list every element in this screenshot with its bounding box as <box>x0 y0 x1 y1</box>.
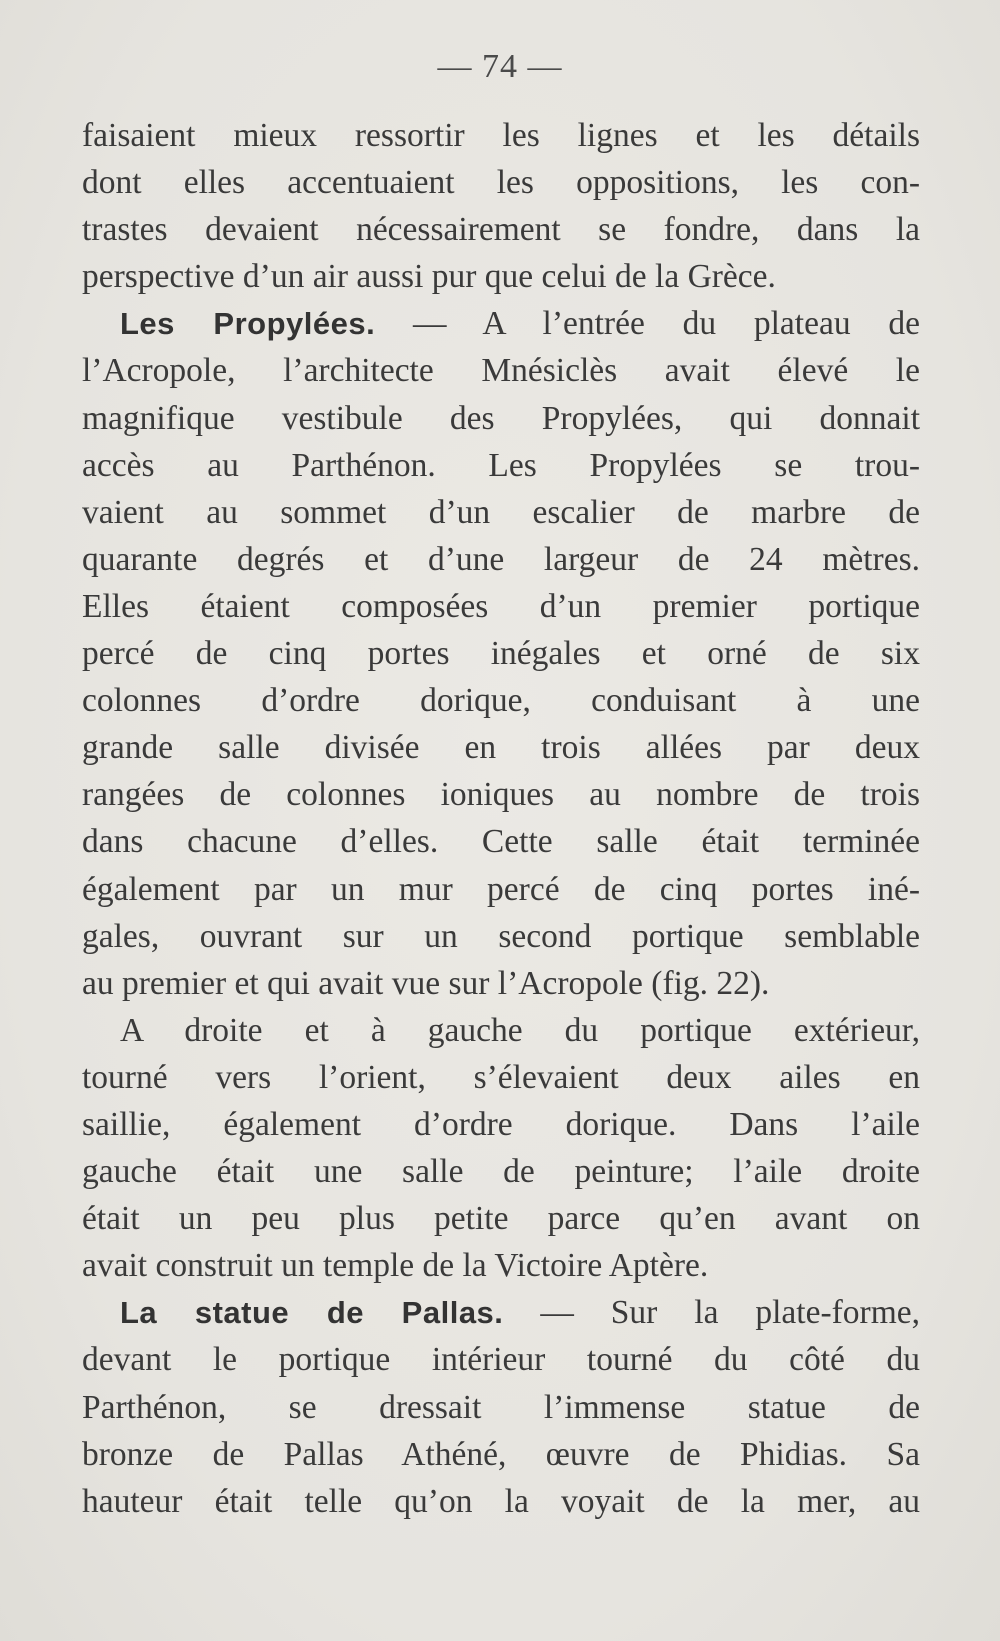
text-line <box>82 1101 920 1148</box>
line-text: trastes devaient nécessairement se fondre, dans la <box>82 211 920 249</box>
line-text: magnifique vestibule des Propylées, qui donnait <box>82 399 920 437</box>
text-line <box>82 1384 920 1431</box>
text-line <box>82 1242 920 1289</box>
line-text: l’Acropole, l’architecte Mnésiclès avait élevé le <box>82 352 920 390</box>
text-line <box>82 913 920 960</box>
line-text: avait construit un temple de la Victoire Aptère. <box>82 1247 709 1285</box>
text-line <box>82 1148 920 1195</box>
line-text: A droite et à gauche du portique extérieur, <box>120 1011 920 1049</box>
line-text: perspective d’un air aussi pur que celui de la Grèce. <box>82 258 776 296</box>
text-line <box>82 347 920 394</box>
text-line <box>82 630 920 677</box>
text-line <box>82 536 920 583</box>
text-line <box>82 1054 920 1101</box>
text-line <box>82 818 920 865</box>
line-text: colonnes d’ordre dorique, conduisant à une <box>82 682 920 720</box>
text-line <box>82 960 920 1007</box>
body-text <box>82 112 920 1525</box>
line-text: grande salle divisée en trois allées par deux <box>82 729 920 767</box>
line-text: hauteur était telle qu’on la voyait de la mer, au <box>82 1482 920 1520</box>
text-line <box>82 489 920 536</box>
line-text: devant le portique intérieur tourné du côté du <box>82 1341 920 1379</box>
line-text: Parthénon, se dressait l’immense statue de <box>82 1388 920 1426</box>
text-line <box>82 1336 920 1383</box>
line-text: saillie, également d’ordre dorique. Dans l’aile <box>82 1105 920 1143</box>
text-line <box>82 677 920 724</box>
line-text: rangées de colonnes ioniques au nombre de trois <box>82 776 920 814</box>
line-text: tourné vers l’orient, s’élevaient deux ailes en <box>82 1058 920 1096</box>
section-heading: La statue de Pallas. <box>120 1295 504 1331</box>
text-line <box>82 159 920 206</box>
line-text: vaient au sommet d’un escalier de marbre de <box>82 493 920 531</box>
text-line <box>82 724 920 771</box>
line-text: bronze de Pallas Athéné, œuvre de Phidias. Sa <box>82 1435 920 1473</box>
text-line <box>82 1195 920 1242</box>
text-line <box>82 1289 920 1336</box>
line-text: également par un mur percé de cinq portes iné- <box>82 870 920 908</box>
line-text: dont elles accentuaient les oppositions, les con- <box>82 164 920 202</box>
text-line <box>82 253 920 300</box>
line-text: — A l’entrée du plateau de <box>375 305 920 343</box>
line-text: quarante degrés et d’une largeur de 24 mètres. <box>82 540 920 578</box>
text-line <box>82 112 920 159</box>
line-text: percé de cinq portes inégales et orné de six <box>82 635 920 673</box>
line-text: Elles étaient composées d’un premier portique <box>82 587 920 625</box>
line-text: dans chacune d’elles. Cette salle était terminée <box>82 823 920 861</box>
text-line <box>82 1431 920 1478</box>
text-line <box>82 583 920 630</box>
text-line <box>82 866 920 913</box>
text-line <box>82 395 920 442</box>
text-line <box>82 442 920 489</box>
line-text: au premier et qui avait vue sur l’Acropole (fig. 22). <box>82 964 770 1002</box>
line-text: — Sur la plate-forme, <box>503 1294 920 1332</box>
text-line <box>82 1007 920 1054</box>
text-line <box>82 206 920 253</box>
line-text: faisaient mieux ressortir les lignes et les détails <box>82 117 920 154</box>
section-heading: Les Propylées. <box>120 306 376 342</box>
line-text: était un peu plus petite parce qu’en avant on <box>82 1200 920 1238</box>
line-text: gales, ouvrant sur un second portique semblable <box>82 917 920 955</box>
line-text: accès au Parthénon. Les Propylées se trou- <box>82 446 920 484</box>
line-text: gauche était une salle de peinture; l’aile droite <box>82 1153 920 1191</box>
text-line <box>82 300 920 347</box>
text-line <box>82 1478 920 1525</box>
text-line <box>82 771 920 818</box>
page-number: — 74 — <box>437 48 563 85</box>
